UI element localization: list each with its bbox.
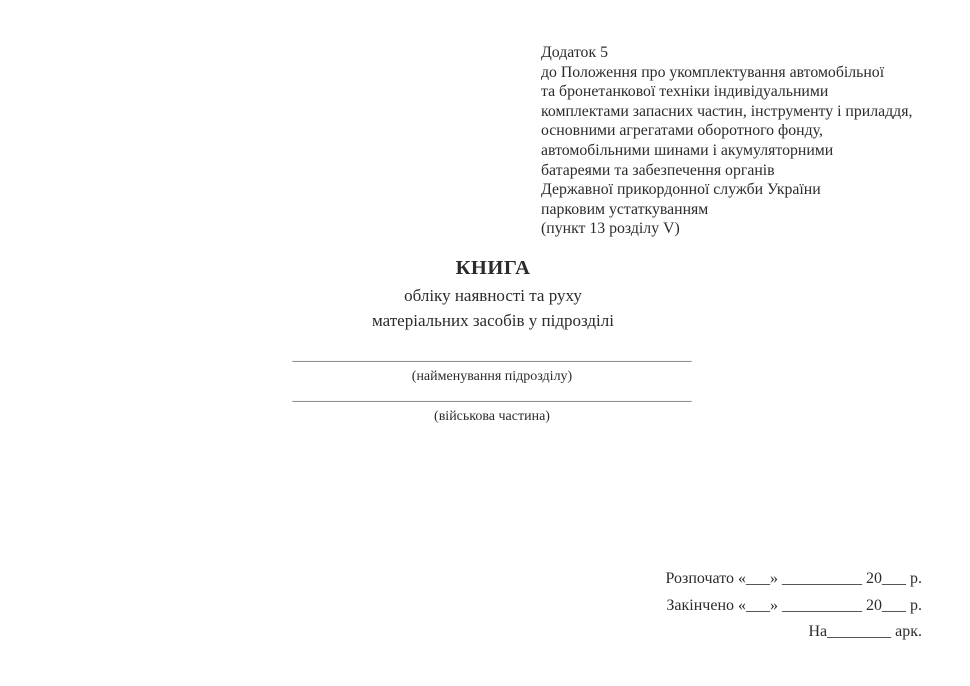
annex-line-2: до Положення про укомплектування автомобільної: [541, 63, 885, 81]
sheets-line: На________ арк.: [808, 623, 922, 640]
document-subtitle-line2: матеріальних засобів у підрозділі: [372, 311, 614, 330]
annex-line-5: основними агрегатами оборотного фонду,: [541, 122, 823, 140]
annex-line-3: та бронетанкової техніки індивідуальними: [541, 83, 829, 101]
annex-line-9: парковим устаткуванням: [541, 200, 709, 218]
annex-line-6: автомобільними шинами і акумуляторними: [541, 141, 834, 159]
military-unit-blank-line: _________________________________________________________: [292, 389, 692, 404]
started-line: Розпочато «___» __________ 20___ р.: [665, 570, 922, 587]
subdivision-name-caption: (найменування підрозділу): [411, 369, 573, 384]
annex-line-1: Додаток 5: [541, 44, 608, 61]
annex-line-7: батареями та забезпечення органів: [541, 161, 775, 179]
dates-block: [666, 566, 922, 646]
title-block: [293, 253, 693, 333]
subdivision-name-blank-line: _________________________________________________________: [292, 349, 692, 364]
document-subtitle-line1: обліку наявності та руху: [404, 286, 582, 305]
finished-line: Закінчено «___» __________ 20___ р.: [666, 596, 922, 614]
annex-line-10: (пункт 13 розділу V): [541, 220, 680, 238]
annex-reference-block: [541, 43, 951, 239]
annex-line-4: комплектами запасних частин, інструменту і приладдя,: [541, 102, 913, 120]
military-unit-caption: (військова частина): [434, 409, 550, 424]
document-title: КНИГА: [455, 257, 531, 279]
annex-line-8: Державної прикордонної служби України: [541, 181, 821, 199]
